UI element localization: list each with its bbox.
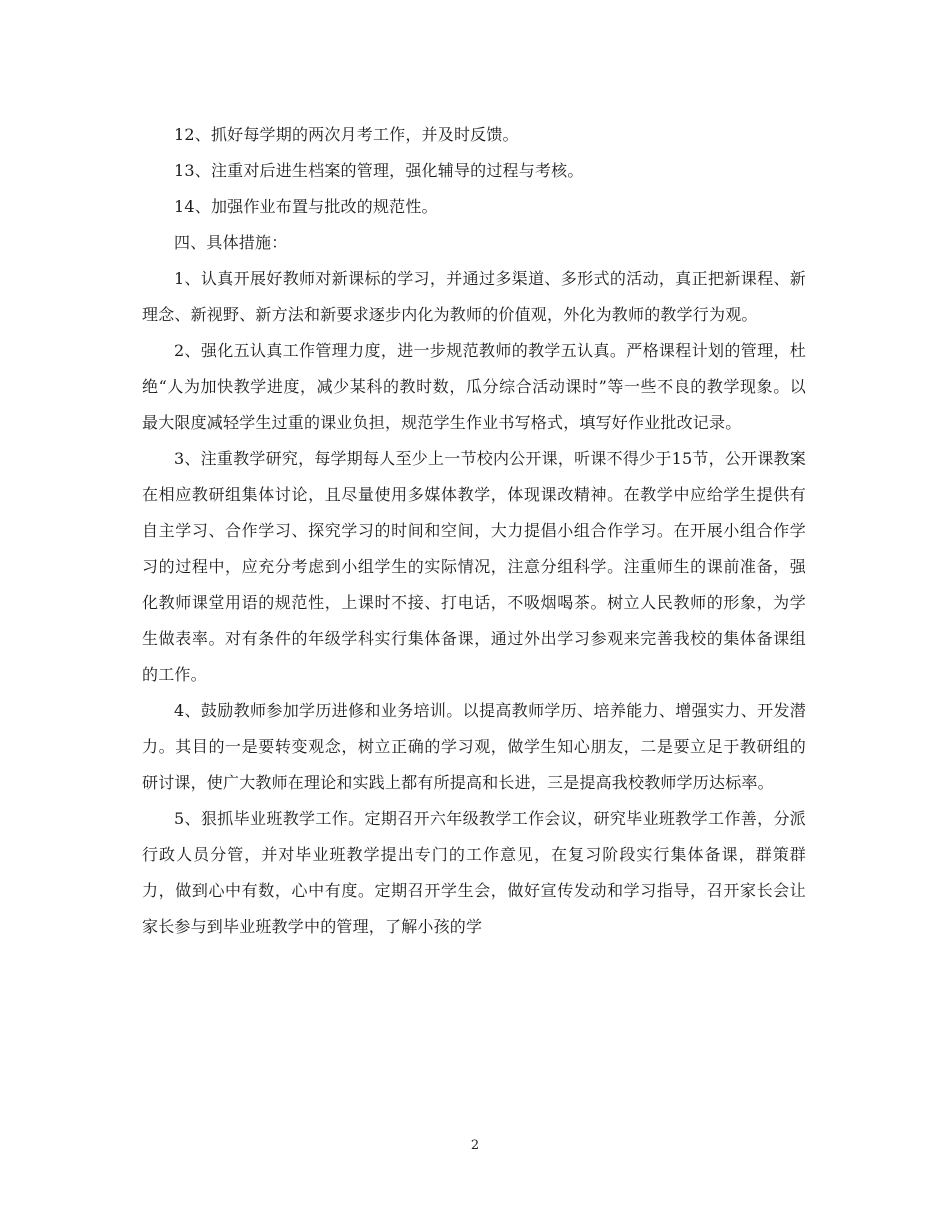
- paragraph-item-13: 13、注重对后进生档案的管理，强化辅导的过程与考核。: [174, 161, 584, 180]
- page-number: 2: [470, 1138, 480, 1153]
- paragraph-item-12: 12、抓好每学期的两次月考工作，并及时反馈。: [174, 125, 519, 144]
- paragraph-measure-4: 4、鼓励教师参加学历进修和业务培训。以提高教师学历、培养能力、增强实力、开发潜力。其目的一是要转变观念，树立正确的学习观，做学生知心朋友，二是要立足于教研组的研讨课，使广大教师在理论和实践上都有所提高和长进，三是提高我校教师学历达标率。: [142, 701, 806, 792]
- paragraph-measure-5: 5、狠抓毕业班教学工作。定期召开六年级教学工作会议，研究毕业班教学工作善，分派行政人员分管，并对毕业班教学提出专门的工作意见，在复习阶段实行集体备课，群策群力，做到心中有数，心中有度。定期召开学生会，做好宣传发动和学习指导，召开家长会让家长参与到毕业班教学中的管理，了解小孩的学: [142, 809, 806, 936]
- document-body: [142, 117, 806, 945]
- paragraph-measure-1: 1、认真开展好教师对新课标的学习，并通过多渠道、多形式的活动，真正把新课程、新理念、新视野、新方法和新要求逐步内化为教师的价值观，外化为教师的教学行为观。: [142, 269, 806, 324]
- paragraph-measure-2: 2、强化五认真工作管理力度，进一步规范教师的教学五认真。严格课程计划的管理，杜绝“人为加快教学进度，减少某科的教时数，瓜分综合活动课时”等一些不良的教学现象。以最大限度减轻学生过重的课业负担，规范学生作业书写格式，填写好作业批改记录。: [142, 341, 806, 432]
- paragraph-measure-3: 3、注重教学研究，每学期每人至少上一节校内公开课，听课不得少于15节，公开课教案在相应教研组集体讨论，且尽量使用多媒体教学，体现课改精神。在教学中应给学生提供有自主学习、合作学习、探究学习的时间和空间，大力提倡小组合作学习。在开展小组合作学习的过程中，应充分考虑到小组学生的实际情况，注意分组科学。注重师生的课前准备，强化教师课堂用语的规范性，上课时不接、打电话，不吸烟喝茶。树立人民教师的形象，为学生做表率。对有条件的年级学科实行集体备课，通过外出学习参观来完善我校的集体备课组的工作。: [142, 449, 806, 684]
- paragraph-item-14: 14、加强作业布置与批改的规范性。: [174, 197, 438, 216]
- section-heading-measures: 四、具体措施：: [174, 233, 288, 252]
